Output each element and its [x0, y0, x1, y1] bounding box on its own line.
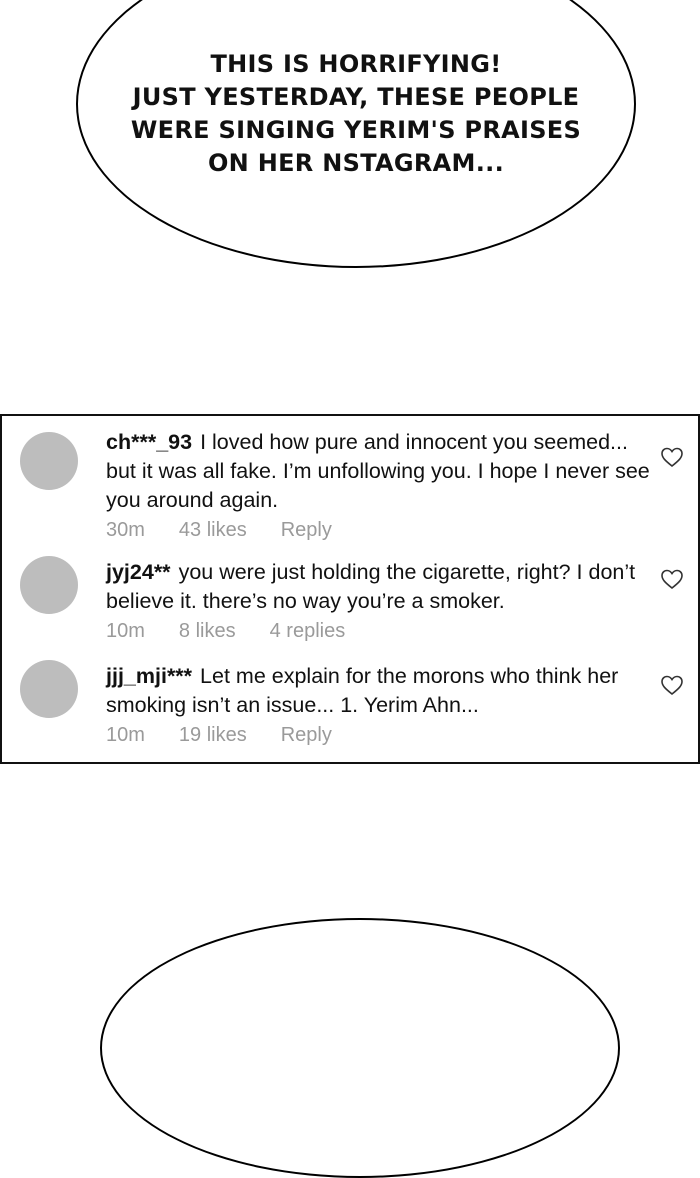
- comment-likes[interactable]: 8 likes: [178, 620, 236, 642]
- comment-username[interactable]: jjj_mji***: [106, 664, 193, 688]
- reply-button[interactable]: Reply: [280, 724, 332, 746]
- comment-username[interactable]: ch***_93: [106, 430, 193, 454]
- comment-body: [106, 558, 651, 644]
- comment-text: you were just holding the cigarette, right? I don’t believe it. there’s no way you’re a smoker.: [106, 560, 636, 613]
- comment-body: [106, 428, 651, 543]
- avatar[interactable]: [20, 556, 78, 614]
- comment-likes[interactable]: 19 likes: [178, 724, 247, 746]
- speech-bubble-text: [76, 48, 636, 180]
- reply-button[interactable]: Reply: [280, 519, 332, 541]
- comment-text: Let me explain for the morons who think her smoking isn’t an issue... 1. Yerim Ahn...: [106, 664, 619, 717]
- view-replies-button[interactable]: 4 replies: [269, 620, 346, 642]
- comment-body: [106, 662, 651, 748]
- comment-meta: [106, 618, 651, 644]
- avatar[interactable]: [20, 432, 78, 490]
- comment-username[interactable]: jyj24**: [106, 560, 171, 584]
- comment-time: 10m: [106, 724, 145, 746]
- speech-line-3: WERE SINGING YERIM'S PRAISES: [130, 116, 582, 144]
- avatar[interactable]: [20, 660, 78, 718]
- comments-panel: [0, 414, 700, 764]
- heart-icon[interactable]: [660, 446, 684, 468]
- heart-icon[interactable]: [660, 568, 684, 590]
- comment-text: I loved how pure and innocent you seemed... but it was all fake. I’m unfollowing you. I hope I never see you around again.: [106, 430, 650, 512]
- comment-time: 30m: [106, 519, 145, 541]
- speech-bubble-bottom: [100, 918, 620, 1178]
- comment-likes[interactable]: 43 likes: [178, 519, 247, 541]
- comment-meta: [106, 722, 651, 748]
- comment-meta: [106, 517, 651, 543]
- speech-line-4: ON HER NSTAGRAM...: [207, 149, 504, 177]
- speech-line-1: THIS IS HORRIFYING!: [210, 50, 502, 78]
- speech-line-2: JUST YESTERDAY, THESE PEOPLE: [132, 83, 580, 111]
- heart-icon[interactable]: [660, 674, 684, 696]
- comment-time: 10m: [106, 620, 145, 642]
